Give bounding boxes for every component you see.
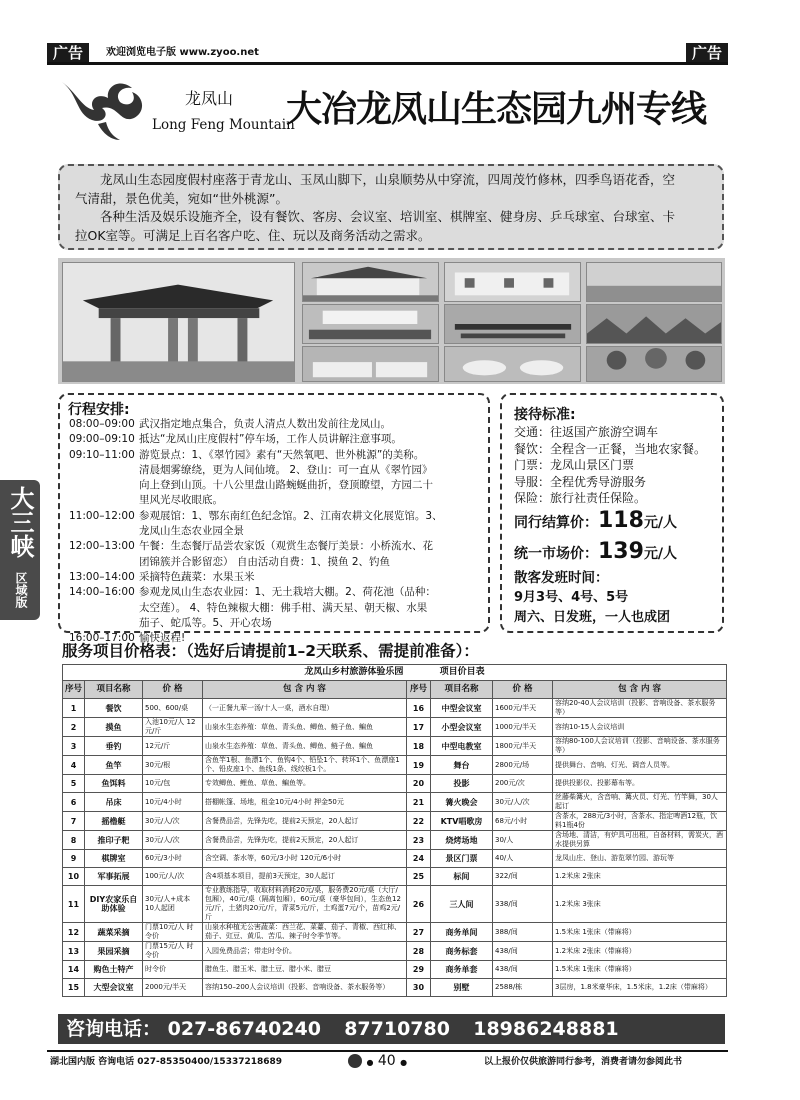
page-number: 40 <box>377 1053 396 1069</box>
item-name: 推印子粑 <box>85 831 143 850</box>
item-name: 烧烤场地 <box>431 831 493 850</box>
itinerary-desc: 武汉指定地点集合，负责人清点人数出发前往龙凤山。 <box>139 418 391 430</box>
item-content: 山泉水种植无公害蔬菜：西兰花、菜薹、茄子、青椒、西红柿、茄子、豇豆、黄瓜、苦瓜、辣子时令季节等。 <box>203 923 407 942</box>
item-name: DIY农家乐自助体验 <box>85 886 143 923</box>
itinerary-time: 09:00–09:10 <box>69 433 135 446</box>
table-header-row <box>63 681 727 699</box>
market-price-value: 139 <box>598 539 644 564</box>
row-number: 8 <box>63 831 85 850</box>
item-content: 含鱼竿1根、鱼漂1个、鱼钩4个、铅坠1个、转环1个、鱼漂座1个、铅皮座1个、鱼线1条、线绞板1个。 <box>203 756 407 775</box>
item-price: 12元/斤 <box>143 737 203 756</box>
item-price: 30/人 <box>493 831 553 850</box>
row-number: 26 <box>407 886 431 923</box>
item-price: 2588/栋 <box>493 979 553 997</box>
table-row <box>63 737 727 756</box>
item-name: 别墅 <box>431 979 493 997</box>
row-number: 23 <box>407 831 431 850</box>
hotline-number[interactable]: 027-86740240 <box>167 1018 321 1040</box>
table-row <box>63 812 727 831</box>
item-price: 30元/人/次 <box>143 812 203 831</box>
row-number: 19 <box>407 756 431 775</box>
itinerary-item <box>69 432 487 447</box>
gate-photo <box>62 262 295 382</box>
row-number: 10 <box>63 868 85 886</box>
intro-line: 龙凤山生态园度假村座落于青龙山、玉凤山脚下，山泉顺势从中穿流，四周茂竹修林，四季鸟语花香，空 <box>100 172 676 187</box>
item-price: 入池10元/人 12元/斤 <box>143 718 203 737</box>
row-number: 25 <box>407 868 431 886</box>
col-header: 包 含 内 容 <box>203 681 407 699</box>
item-price: 1000元/半天 <box>493 718 553 737</box>
departure-dates: 9月3号、4号、5号 <box>514 590 629 605</box>
item-content: 专业教练指导，收取材料消耗20元/桌，服务费20元/桌（大厅/包厢），40元/桌（隔离包厢），60元/桌（豪华包间），生态鱼12元/斤，土猪肉20元/斤，青菜5元/斤，土鸡蛋7元/个，苗鸡2元/斤 <box>203 886 407 923</box>
item-name: KTV唱歌房 <box>431 812 493 831</box>
item-name: 舞台 <box>431 756 493 775</box>
item-price: 322/间 <box>493 868 553 886</box>
col-header: 价 格 <box>143 681 203 699</box>
row-number: 28 <box>407 942 431 961</box>
item-content: 专效鲫鱼、鲤鱼、草鱼、鳊鱼等。 <box>203 775 407 793</box>
itinerary-desc: 龙凤山生态农业园全景 <box>139 525 244 538</box>
itinerary-time: 12:00–13:00 <box>69 540 135 553</box>
col-header: 序号 <box>63 681 85 699</box>
row-number: 24 <box>407 850 431 868</box>
item-content: 含餐费品尝，先锋先吃，提前2天预定，20人起订 <box>203 831 407 850</box>
row-number: 2 <box>63 718 85 737</box>
item-price: 100元/人/次 <box>143 868 203 886</box>
trade-price <box>514 506 677 538</box>
item-content: 含空调、茶水等，60元/3小时 120元/6小时 <box>203 850 407 868</box>
item-price: 500、600/桌 <box>143 699 203 718</box>
item-content: 龙凤山庄、登山、游览翠竹园、游玩等 <box>553 850 727 868</box>
row-number: 15 <box>63 979 85 997</box>
departure-note: 周六、日发班，一人也成团 <box>514 610 671 625</box>
item-name: 大型会议室 <box>85 979 143 997</box>
itinerary-item <box>69 555 487 570</box>
itinerary-time: 09:10–11:00 <box>69 448 135 461</box>
row-number: 21 <box>407 793 431 812</box>
row-number: 17 <box>407 718 431 737</box>
itinerary-item <box>69 585 487 600</box>
itinerary-desc: 清晨烟雾缭绕，更为人间仙境。 2、登山：可一直从《翠竹园》 <box>139 463 433 476</box>
item-price: 438/间 <box>493 942 553 961</box>
item-name: 三人间 <box>431 886 493 923</box>
itinerary-item <box>69 509 487 524</box>
item-content: 容纳150–200人会议培训（投影、音响设备、茶水服务等） <box>203 979 407 997</box>
item-price: 200元/次 <box>493 775 553 793</box>
itinerary-desc: 参观龙凤山生态农业园：1、无土栽培大棚。2、荷花池（品种： <box>139 586 436 599</box>
row-number: 7 <box>63 812 85 831</box>
item-name: 餐饮 <box>85 699 143 718</box>
itinerary-item <box>69 463 487 478</box>
intro-line: 拉OK室等。可满足上百名客户吃、住、玩以及商务活动之需求。 <box>75 227 431 243</box>
table-caption: 龙凤山乡村旅游体验乐园 <box>304 667 404 677</box>
item-price: 40/人 <box>493 850 553 868</box>
itinerary-item <box>69 448 487 463</box>
item-content: 丝藤柴篝火，含音响、篝火员、灯光、竹竿舞，30人起订 <box>553 793 727 812</box>
itinerary-desc: 茄子、蛇瓜等。5、开心农场 <box>139 616 272 629</box>
item-name: 摇橹艇 <box>85 812 143 831</box>
item-price: 438/间 <box>493 961 553 979</box>
item-name: 商务单套 <box>431 961 493 979</box>
item-price: 2800元/场 <box>493 756 553 775</box>
hotline-number[interactable]: 18986248881 <box>473 1018 619 1040</box>
row-number: 5 <box>63 775 85 793</box>
table-row <box>63 923 727 942</box>
reception-title: 接待标准: <box>514 407 576 423</box>
itinerary-desc: 愉快返程! <box>139 632 186 645</box>
table-row <box>63 756 727 775</box>
item-name: 篝火晚会 <box>431 793 493 812</box>
itinerary-desc: 抵达“龙凤山庄度假村”停车场，工作人员讲解注意事项。 <box>139 433 402 446</box>
col-header: 项目名称 <box>85 681 143 699</box>
farm-field-photo <box>586 304 722 344</box>
itinerary-desc: 采摘特色蔬菜：水果玉米 <box>139 570 255 583</box>
logo-graphic <box>58 74 150 144</box>
itinerary-item <box>69 539 487 554</box>
itinerary-item <box>69 493 487 508</box>
row-number: 3 <box>63 737 85 756</box>
table-row <box>63 718 727 737</box>
item-name: 景区门票 <box>431 850 493 868</box>
row-number: 22 <box>407 812 431 831</box>
item-content: 1.5米床 1张床（带麻将） <box>553 923 727 942</box>
row-number: 30 <box>407 979 431 997</box>
table-row <box>63 942 727 961</box>
reception-line: 交通：往返国产旅游空调车 <box>514 425 659 439</box>
orchard-photo <box>586 346 722 382</box>
departure-title: 散客发班时间： <box>514 570 609 586</box>
col-header: 包 含 内 容 <box>553 681 727 699</box>
itinerary-time: 14:00–16:00 <box>69 586 135 599</box>
hotline-bar <box>58 1014 725 1044</box>
item-price: 门票10元/人 时令价 <box>143 923 203 942</box>
dining-hall-photo <box>444 346 581 382</box>
item-content: 容纳80-100人会议培训（投影、音响设备、茶水服务等） <box>553 737 727 756</box>
itinerary-item <box>69 570 487 585</box>
table-row <box>63 699 727 718</box>
table-row <box>63 850 727 868</box>
item-name: 购色土特产 <box>85 961 143 979</box>
item-content: 1.5米床 1张床（带麻将） <box>553 961 727 979</box>
row-number: 1 <box>63 699 85 718</box>
item-price: 时令价 <box>143 961 203 979</box>
item-content: 腊鱼生、腊玉米、腊土豆、腊小米、腊豆 <box>203 961 407 979</box>
col-header: 序号 <box>407 681 431 699</box>
row-number: 13 <box>63 942 85 961</box>
market-price-unit: 元/人 <box>643 546 678 562</box>
intro-line: 气清甜，景色优美，宛如“世外桃源”。 <box>75 190 288 206</box>
row-number: 18 <box>407 737 431 756</box>
table-subcaption: 项目价目表 <box>439 667 485 677</box>
itinerary-time: 11:00–12:00 <box>69 509 135 522</box>
meeting-room-photo <box>302 304 439 344</box>
reception-line: 保险：旅行社责任保险。 <box>514 491 647 505</box>
side-tab-subtitle: 区域版 <box>14 572 28 608</box>
itinerary-time: 16:00–17:00 <box>69 632 135 645</box>
itinerary-desc: 午餐：生态餐厅品尝农家饭（观赏生态餐厅美景：小桥流水、花 <box>139 540 433 553</box>
item-name: 标间 <box>431 868 493 886</box>
item-name: 商务标套 <box>431 942 493 961</box>
conference-photo <box>444 304 581 344</box>
item-content: 含餐费品尝，先锋先吃，提前2天预定，20人起订 <box>203 812 407 831</box>
itinerary-desc: 游览景点：1、《翠竹园》素有“天然氧吧、世外桃源”的美称。 <box>139 448 425 461</box>
itinerary-desc: 太空莲）。 4、特色辣椒大棚：佛手柑、满天星、朝天椒、水果 <box>139 601 428 614</box>
logo-chinese-name: 龙凤山 <box>185 89 234 108</box>
item-content: 提供投影仪、投影幕布等。 <box>553 775 727 793</box>
bedroom-photo <box>302 346 439 382</box>
table-row <box>63 793 727 812</box>
footer-right: 以上报价仅供旅游同行参考，消费者请勿参阅此书 <box>484 1057 683 1067</box>
item-name: 中型电教室 <box>431 737 493 756</box>
reception-list <box>514 424 706 507</box>
trade-price-value: 118 <box>598 508 644 533</box>
header-rule <box>47 62 728 65</box>
item-price: 30元/人+成本 10人起团 <box>143 886 203 923</box>
itinerary-desc: 参观展馆：1、鄂东南红色纪念馆。2、江南农耕文化展览馆。3、 <box>139 509 443 522</box>
itinerary-time: 13:00–14:00 <box>69 570 135 583</box>
footer-left: 湖北国内版 咨询电话 027-85350400/15337218689 <box>50 1057 283 1067</box>
item-name: 中型会议室 <box>431 699 493 718</box>
item-content: 含4项基本项目，提前3天预定，30人起订 <box>203 868 407 886</box>
item-price: 388/间 <box>493 923 553 942</box>
building-photo <box>444 262 581 302</box>
right-ad-tag: 广告 <box>686 43 728 63</box>
market-price-label: 统一市场价： <box>514 546 598 562</box>
row-number: 16 <box>407 699 431 718</box>
item-content: 山泉水生态养殖：草鱼、青头鱼、鲫鱼、鲢子鱼、鳊鱼 <box>203 737 407 756</box>
table-row <box>63 831 727 850</box>
footer-page: ● 40 ● <box>348 1052 407 1072</box>
row-number: 27 <box>407 923 431 942</box>
item-content: 含茶水，288元/3小时，含茶水、指定啤酒12瓶，饮料1瓶4份 <box>553 812 727 831</box>
itinerary-time: 08:00–09:00 <box>69 418 135 430</box>
item-price: 68元/小时 <box>493 812 553 831</box>
row-number: 9 <box>63 850 85 868</box>
reception-line: 门票：龙凤山景区门票 <box>514 458 635 472</box>
item-content: 容纳10-15人会议培训 <box>553 718 727 737</box>
item-price: 60元/3小时 <box>143 850 203 868</box>
item-content: 搭棚帐篷、场地，租金10元/4小时 押金50元 <box>203 793 407 812</box>
itinerary-item <box>69 478 487 493</box>
table-row <box>63 886 727 923</box>
item-content: （一正餐九荤一汤/十人一桌，酒水自理） <box>203 699 407 718</box>
item-content: 容纳20-40人会议培训（投影、音响设备、茶水服务等） <box>553 699 727 718</box>
row-number: 11 <box>63 886 85 923</box>
item-content: 1.2米床 2张床 <box>553 868 727 886</box>
itinerary-item <box>69 417 487 432</box>
itinerary-desc: 里风光尽收眼底。 <box>139 494 223 507</box>
table-caption-row <box>63 665 727 681</box>
itinerary-desc: 向上登到山顶。十八公里盘山路蜿蜒曲折，登顶瞭望，方园二十 <box>139 479 433 492</box>
item-name: 吊床 <box>85 793 143 812</box>
item-price: 30元/根 <box>143 756 203 775</box>
intro-line: 各种生活及娱乐设施齐全，设有餐饮、客房、会议室、培训室、棋牌室、健身房、乒乓球室、台球室、卡 <box>100 209 676 224</box>
intro-text <box>75 171 715 245</box>
item-name: 小型会议室 <box>431 718 493 737</box>
row-number: 4 <box>63 756 85 775</box>
row-number: 14 <box>63 961 85 979</box>
item-price: 10元/包 <box>143 775 203 793</box>
item-price: 30元/人/次 <box>493 793 553 812</box>
itinerary-title: 行程安排: <box>68 402 130 418</box>
item-name: 鱼饵料 <box>85 775 143 793</box>
col-header: 价 格 <box>493 681 553 699</box>
table-row <box>63 961 727 979</box>
market-price <box>514 537 677 569</box>
hotline-label: 咨询电话： <box>66 1018 162 1040</box>
website-banner[interactable]: 欢迎浏览电子版 www.zyoo.net <box>106 47 259 58</box>
side-tab-title: 大三峡 <box>6 486 35 558</box>
reception-line: 餐饮：全程含一正餐，当地农家餐。 <box>514 441 707 456</box>
row-number: 29 <box>407 961 431 979</box>
item-name: 果园采摘 <box>85 942 143 961</box>
left-ad-tag: 广告 <box>47 43 89 63</box>
greenhouse-photo <box>586 262 722 302</box>
trade-price-label: 同行结算价： <box>514 515 598 531</box>
item-name: 棋牌室 <box>85 850 143 868</box>
item-price: 1800元/半天 <box>493 737 553 756</box>
price-table <box>62 664 727 997</box>
item-price: 338/间 <box>493 886 553 923</box>
item-content: 提供舞台、音响、灯光、调音人员等。 <box>553 756 727 775</box>
item-name: 蔬菜采摘 <box>85 923 143 942</box>
col-header: 项目名称 <box>431 681 493 699</box>
page-badge-icon <box>348 1054 362 1068</box>
row-number: 12 <box>63 923 85 942</box>
table-row <box>63 775 727 793</box>
item-name: 垂钓 <box>85 737 143 756</box>
item-content: 3层房，1.8米豪华床，1.5米床，1.2床（带麻将） <box>553 979 727 997</box>
itinerary-list <box>69 417 487 646</box>
item-name: 鱼竿 <box>85 756 143 775</box>
item-content: 1.2米床 3张床 <box>553 886 727 923</box>
item-name: 军事拓展 <box>85 868 143 886</box>
trade-price-unit: 元/人 <box>643 515 678 531</box>
row-number: 6 <box>63 793 85 812</box>
table-row <box>63 979 727 997</box>
service-table-title: 服务项目价格表：（选好后请提前1–2天联系、需提前准备）： <box>62 642 479 660</box>
logo-english-name: Long Feng Mountain <box>152 117 295 133</box>
item-name: 投影 <box>431 775 493 793</box>
item-content: 1.2米床 2张床（带麻将） <box>553 942 727 961</box>
itinerary-item <box>69 524 487 539</box>
hotline-number[interactable]: 87710780 <box>344 1018 450 1040</box>
item-price: 10元/4小时 <box>143 793 203 812</box>
reception-line: 导服：全程优秀导游服务 <box>514 474 647 489</box>
itinerary-item <box>69 616 487 631</box>
villa-photo <box>302 262 439 302</box>
item-price: 2000元/半天 <box>143 979 203 997</box>
item-price: 门票15元/人 时令价 <box>143 942 203 961</box>
item-price: 30元/人/次 <box>143 831 203 850</box>
item-content: 入园免费品尝；带走时令价。 <box>203 942 407 961</box>
item-content: 山泉水生态养殖：草鱼、青头鱼、鲫鱼、鲢子鱼、鳊鱼 <box>203 718 407 737</box>
item-name: 商务单间 <box>431 923 493 942</box>
itinerary-item <box>69 601 487 616</box>
item-price: 1600元/半天 <box>493 699 553 718</box>
table-row <box>63 868 727 886</box>
item-name: 摸鱼 <box>85 718 143 737</box>
item-content: 含场地、清洁，有炉具可出租，自备材料，需炭火，酒水提供另算 <box>553 831 727 850</box>
itinerary-desc: 团锦簇并合影留恋） 自由活动自费：1、摸鱼 2、钓鱼 <box>139 555 391 568</box>
page-title: 大冶龙凤山生态园九州专线 <box>286 88 707 130</box>
row-number: 20 <box>407 775 431 793</box>
